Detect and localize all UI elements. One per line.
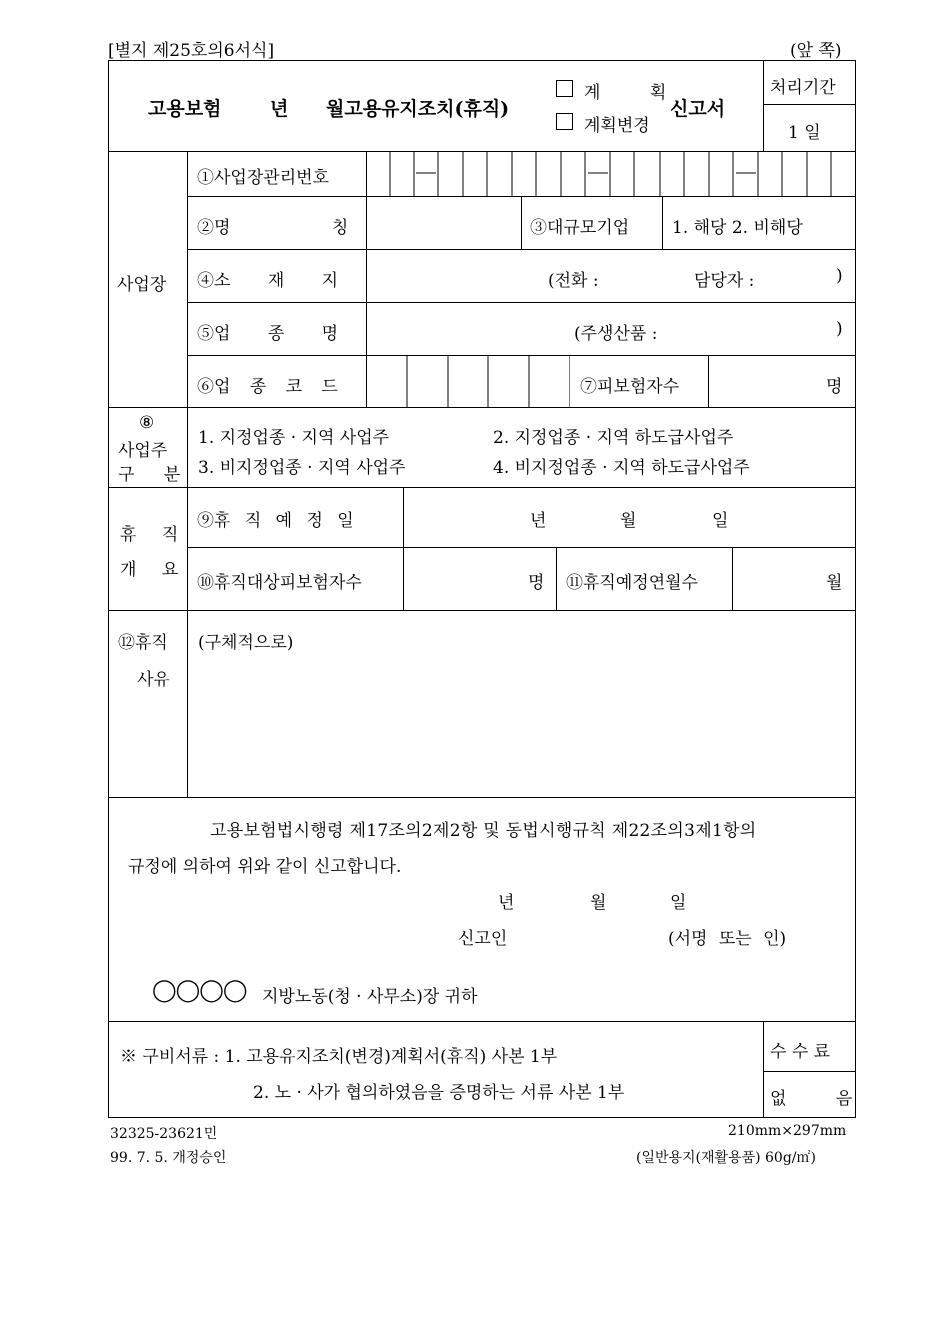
declaration-line-1: 고용보험법시행령 제17조의2제2항 및 동법시행규칙 제22조의3제1항의 <box>210 821 757 841</box>
section-line <box>108 487 856 488</box>
plan-checkbox[interactable] <box>556 80 573 97</box>
industry-name-label: ⑤업 종 명 <box>197 324 339 344</box>
phone-label: (전화 : <box>548 271 599 291</box>
cell-divider <box>763 1021 764 1118</box>
fee-value: 없 음 <box>770 1089 853 1109</box>
large-enterprise-options[interactable]: 1. 해당 2. 비해당 <box>672 218 803 238</box>
cell-divider <box>662 196 663 249</box>
declaration-day[interactable]: 일 <box>670 893 687 913</box>
industry-close-paren: ) <box>836 319 843 339</box>
recipient-label: 지방노동(청 · 사무소)장 귀하 <box>262 987 478 1007</box>
insured-count-label: ⑦피보험자수 <box>580 377 680 397</box>
industry-code-cells[interactable] <box>366 355 570 407</box>
mgmt-number-cells[interactable] <box>366 151 856 196</box>
employer-option-2[interactable]: 2. 지정업종 · 지역 하도급사업주 <box>493 428 734 448</box>
row-line <box>187 302 856 303</box>
mgmt-number-grid <box>366 151 856 196</box>
employer-type-label-2: 구 분 <box>118 465 181 485</box>
processing-period-value: 1 일 <box>788 123 821 143</box>
section-line <box>108 797 856 798</box>
employer-option-4[interactable]: 4. 비지정업종 · 지역 하도급사업주 <box>493 458 750 478</box>
leave-target-unit: 명 <box>528 573 545 593</box>
processing-divider <box>763 60 764 151</box>
cell-divider <box>708 355 709 407</box>
option-plan-change-label: 계획변경 <box>584 116 650 136</box>
employer-type-label-1: 사업주 <box>118 441 168 461</box>
page-side-label: (앞 쪽) <box>790 41 842 61</box>
footer-paper-type: (일반용지(재활용품) 60g/㎡) <box>636 1150 816 1166</box>
cell-divider <box>187 487 188 797</box>
title-insurance: 고용보험 <box>148 98 222 120</box>
section-line <box>108 1021 856 1022</box>
title-employment-leave: 월고용유지조치(휴직) <box>326 98 510 120</box>
manager-label: 담당자 : <box>694 271 755 291</box>
declaration-month[interactable]: 월 <box>590 893 607 913</box>
row-line <box>187 249 856 250</box>
processing-period-label: 처리기간 <box>770 78 836 98</box>
office-placeholder-circles: ◯◯◯◯ <box>152 978 247 1003</box>
declaration-line-2: 규정에 의하여 위와 같이 신고합니다. <box>128 857 402 877</box>
cell-divider <box>521 196 522 249</box>
title-year: 년 <box>270 98 289 120</box>
business-section-label: 사업장 <box>117 275 167 295</box>
processing-mid-line <box>763 104 856 105</box>
business-label-divider <box>187 151 188 407</box>
leave-date-month[interactable]: 월 <box>620 511 637 531</box>
title-report: 신고서 <box>670 98 726 120</box>
leave-date-year[interactable]: 년 <box>530 511 547 531</box>
leave-date-label: ⑨휴 직 예 정 일 <box>197 511 354 531</box>
main-product-label: (주생산품 : <box>574 324 658 344</box>
leave-months-label: ⑪휴직예정연월수 <box>566 573 698 593</box>
plan-change-checkbox[interactable] <box>556 113 573 130</box>
signature-label: (서명 또는 인) <box>668 929 787 949</box>
cell-divider <box>403 487 404 610</box>
attachments-line-2: 2. 노 · 사가 협의하였음을 증명하는 서류 사본 1부 <box>253 1083 625 1103</box>
leave-target-label: ⑩휴직대상피보험자수 <box>197 573 362 593</box>
cell-divider <box>187 407 188 487</box>
cell-divider <box>556 547 557 610</box>
industry-code-grid <box>366 355 570 407</box>
leave-months-unit: 월 <box>826 573 843 593</box>
declaration-year[interactable]: 년 <box>498 893 515 913</box>
insured-count-unit: 명 <box>826 377 843 397</box>
employer-option-1[interactable]: 1. 지정업종 · 지역 사업주 <box>198 428 390 448</box>
leave-reason-label-1: ⑫휴직 <box>118 633 168 653</box>
form-number: [별지 제25호의6서식] <box>108 41 275 61</box>
leave-overview-label-1: 휴 직 <box>120 525 179 545</box>
footer-form-code: 32325-23621민 <box>110 1126 218 1142</box>
footer-approval: 99. 7. 5. 개정승인 <box>110 1150 227 1166</box>
name-field[interactable] <box>367 197 521 249</box>
cell-divider <box>732 547 733 610</box>
name-label: ②명 칭 <box>197 218 349 238</box>
leave-date-day[interactable]: 일 <box>712 511 729 531</box>
leave-overview-label-2: 개 요 <box>120 560 179 580</box>
reporter-name-field[interactable] <box>520 918 660 946</box>
reporter-label: 신고인 <box>458 929 508 949</box>
address-close-paren: ) <box>836 266 843 286</box>
section-line <box>108 610 856 611</box>
industry-code-label: ⑥업 종 코 드 <box>197 377 338 397</box>
attachments-line-1: ※ 구비서류 : 1. 고용유지조치(변경)계획서(휴직) 사본 1부 <box>120 1047 558 1067</box>
row-line <box>187 547 856 548</box>
section-line <box>108 407 856 408</box>
leave-reason-label-2: 사유 <box>137 670 170 690</box>
employer-type-number: ⑧ <box>139 413 155 433</box>
leave-reason-field[interactable] <box>189 655 854 795</box>
large-enterprise-label: ③대규모기업 <box>530 218 630 238</box>
employer-option-3[interactable]: 3. 비지정업종 · 지역 사업주 <box>198 458 406 478</box>
option-plan-label: 계 획 <box>584 83 689 103</box>
footer-paper-size: 210mm×297mm <box>728 1123 847 1139</box>
leave-reason-hint: (구체적으로) <box>198 633 294 653</box>
address-label: ④소 재 지 <box>197 271 339 291</box>
fee-label: 수 수 료 <box>770 1042 831 1062</box>
mgmt-number-label: ①사업장관리번호 <box>197 168 329 188</box>
row-line <box>763 1071 856 1072</box>
